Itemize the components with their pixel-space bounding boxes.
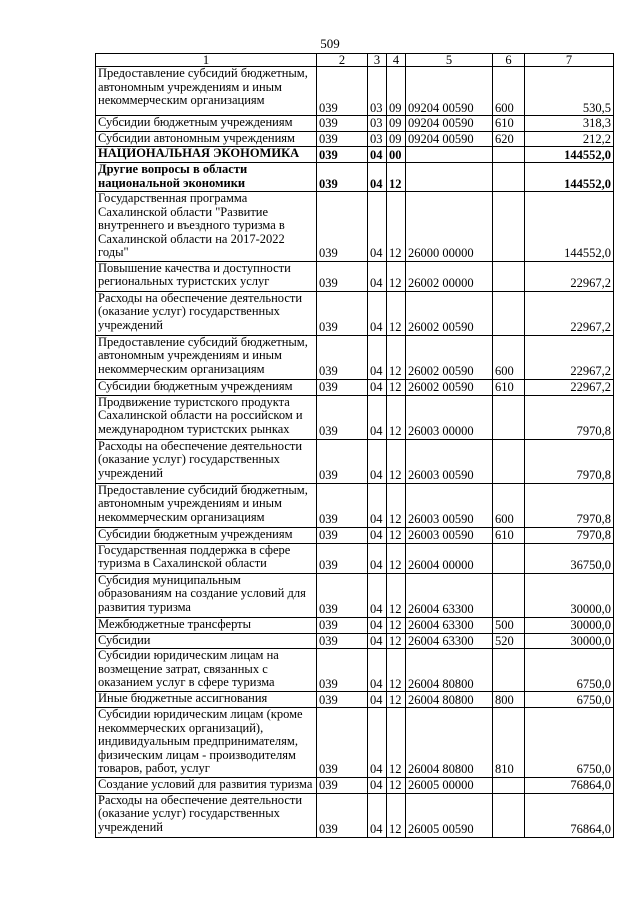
row-vr-cell — [493, 793, 525, 837]
row-rz-cell: 03 — [368, 116, 387, 132]
row-rz-cell: 04 — [368, 335, 387, 379]
row-vr-cell: 600 — [493, 67, 525, 116]
row-ved-cell: 039 — [317, 379, 368, 395]
header-cell-sum: 7 — [525, 54, 614, 67]
row-pr-cell: 12 — [387, 633, 406, 649]
row-pr-cell: 12 — [387, 395, 406, 439]
row-vr-cell — [493, 147, 525, 163]
row-vr-cell: 500 — [493, 617, 525, 633]
row-sum-cell: 7970,8 — [525, 439, 614, 483]
table-row — [96, 439, 614, 483]
row-vr-cell: 610 — [493, 379, 525, 395]
row-sum-cell: 530,5 — [525, 67, 614, 116]
row-name-cell: Субсидии юридическим лицам (кроме некоммерческих организаций), индивидуальным предпринимателям, физическим лицам - производителям товаров, работ, услуг — [96, 708, 317, 778]
row-pr-cell: 00 — [387, 147, 406, 163]
row-vr-cell: 610 — [493, 116, 525, 132]
row-name-cell: Повышение качества и доступности региональных туристских услуг — [96, 261, 317, 291]
row-name-cell: Другие вопросы в области национальной экономики — [96, 163, 317, 192]
row-rz-cell: 04 — [368, 708, 387, 778]
table-row — [96, 649, 614, 692]
table-row — [96, 617, 614, 633]
row-name-cell: Субсидии юридическим лицам на возмещение затрат, связанных с оказанием услуг в сфере туризма — [96, 649, 317, 692]
row-pr-cell: 12 — [387, 379, 406, 395]
row-name-cell: Иные бюджетные ассигнования — [96, 692, 317, 708]
row-ved-cell: 039 — [317, 777, 368, 793]
row-rz-cell: 04 — [368, 777, 387, 793]
row-csr-cell: 26004 00000 — [406, 543, 493, 573]
table-row — [96, 67, 614, 116]
row-csr-cell: 26003 00590 — [406, 483, 493, 527]
row-rz-cell: 04 — [368, 543, 387, 573]
table-row — [96, 708, 614, 778]
row-csr-cell: 26002 00590 — [406, 335, 493, 379]
row-ved-cell: 039 — [317, 793, 368, 837]
row-rz-cell: 04 — [368, 379, 387, 395]
table-row — [96, 147, 614, 163]
row-sum-cell: 6750,0 — [525, 692, 614, 708]
row-sum-cell: 30000,0 — [525, 573, 614, 617]
table-row — [96, 793, 614, 837]
row-name-cell: Государственная программа Сахалинской области "Развитие внутреннего и въездного туризма в Сахалинской области на 2017-2022 годы" — [96, 192, 317, 262]
row-rz-cell: 04 — [368, 573, 387, 617]
row-csr-cell: 26002 00000 — [406, 261, 493, 291]
row-csr-cell: 09204 00590 — [406, 67, 493, 116]
row-vr-cell — [493, 395, 525, 439]
row-ved-cell: 039 — [317, 692, 368, 708]
row-csr-cell: 26003 00590 — [406, 439, 493, 483]
row-rz-cell: 04 — [368, 617, 387, 633]
row-rz-cell: 04 — [368, 147, 387, 163]
row-csr-cell: 09204 00590 — [406, 131, 493, 147]
header-cell-vr: 6 — [493, 54, 525, 67]
table-row — [96, 483, 614, 527]
row-vr-cell: 620 — [493, 131, 525, 147]
table-row — [96, 543, 614, 573]
table-row — [96, 777, 614, 793]
table-row — [96, 395, 614, 439]
row-name-cell: Предоставление субсидий бюджетным, автономным учреждениям и иным некоммерческим организациям — [96, 483, 317, 527]
row-pr-cell: 12 — [387, 793, 406, 837]
row-rz-cell: 04 — [368, 261, 387, 291]
header-cell-csr: 5 — [406, 54, 493, 67]
row-csr-cell: 26002 00590 — [406, 291, 493, 335]
row-rz-cell: 03 — [368, 67, 387, 116]
row-rz-cell: 04 — [368, 395, 387, 439]
row-name-cell: Расходы на обеспечение деятельности (оказание услуг) государственных учреждений — [96, 439, 317, 483]
table-row — [96, 335, 614, 379]
row-vr-cell: 520 — [493, 633, 525, 649]
row-name-cell: Субсидии бюджетным учреждениям — [96, 116, 317, 132]
row-sum-cell: 7970,8 — [525, 483, 614, 527]
row-ved-cell: 039 — [317, 543, 368, 573]
row-sum-cell: 144552,0 — [525, 163, 614, 192]
row-vr-cell: 600 — [493, 483, 525, 527]
row-name-cell: Продвижение туристского продукта Сахалинской области на российском и международном туристских рынках — [96, 395, 317, 439]
row-pr-cell: 12 — [387, 483, 406, 527]
row-sum-cell: 30000,0 — [525, 617, 614, 633]
header-cell-pr: 4 — [387, 54, 406, 67]
row-vr-cell — [493, 777, 525, 793]
row-vr-cell — [493, 192, 525, 262]
table-row — [96, 692, 614, 708]
row-csr-cell: 26004 63300 — [406, 617, 493, 633]
row-name-cell: Предоставление субсидий бюджетным, автономным учреждениям и иным некоммерческим организациям — [96, 67, 317, 116]
row-vr-cell: 600 — [493, 335, 525, 379]
row-rz-cell: 04 — [368, 163, 387, 192]
row-vr-cell: 610 — [493, 527, 525, 543]
row-sum-cell: 30000,0 — [525, 633, 614, 649]
row-sum-cell: 36750,0 — [525, 543, 614, 573]
row-ved-cell: 039 — [317, 633, 368, 649]
row-sum-cell: 7970,8 — [525, 527, 614, 543]
row-csr-cell — [406, 147, 493, 163]
table-row — [96, 379, 614, 395]
row-sum-cell: 6750,0 — [525, 708, 614, 778]
row-rz-cell: 04 — [368, 793, 387, 837]
row-vr-cell — [493, 649, 525, 692]
row-sum-cell: 318,3 — [525, 116, 614, 132]
row-csr-cell: 26005 00000 — [406, 777, 493, 793]
table-row — [96, 131, 614, 147]
row-name-cell: Государственная поддержка в сфере туризма в Сахалинской области — [96, 543, 317, 573]
row-ved-cell: 039 — [317, 439, 368, 483]
row-vr-cell — [493, 163, 525, 192]
row-csr-cell: 26003 00590 — [406, 527, 493, 543]
row-sum-cell: 212,2 — [525, 131, 614, 147]
row-csr-cell: 26004 63300 — [406, 633, 493, 649]
row-pr-cell: 12 — [387, 708, 406, 778]
row-name-cell: Предоставление субсидий бюджетным, автономным учреждениям и иным некоммерческим организациям — [96, 335, 317, 379]
row-pr-cell: 12 — [387, 527, 406, 543]
row-ved-cell: 039 — [317, 708, 368, 778]
table-row — [96, 163, 614, 192]
row-csr-cell: 26003 00000 — [406, 395, 493, 439]
page-number: 509 — [320, 36, 340, 51]
row-rz-cell: 04 — [368, 649, 387, 692]
row-ved-cell: 039 — [317, 483, 368, 527]
row-pr-cell: 12 — [387, 335, 406, 379]
table-row — [96, 192, 614, 262]
row-ved-cell: 039 — [317, 192, 368, 262]
row-ved-cell: 039 — [317, 291, 368, 335]
row-pr-cell: 12 — [387, 192, 406, 262]
row-pr-cell: 12 — [387, 617, 406, 633]
row-csr-cell: 26002 00590 — [406, 379, 493, 395]
row-name-cell: Расходы на обеспечение деятельности (оказание услуг) государственных учреждений — [96, 291, 317, 335]
row-vr-cell: 810 — [493, 708, 525, 778]
row-pr-cell: 12 — [387, 543, 406, 573]
row-pr-cell: 09 — [387, 131, 406, 147]
table-row — [96, 261, 614, 291]
row-ved-cell: 039 — [317, 67, 368, 116]
row-csr-cell: 26004 80800 — [406, 708, 493, 778]
row-pr-cell: 12 — [387, 777, 406, 793]
header-cell-name: 1 — [96, 54, 317, 67]
row-pr-cell: 09 — [387, 116, 406, 132]
row-sum-cell: 76864,0 — [525, 777, 614, 793]
row-csr-cell: 26000 00000 — [406, 192, 493, 262]
row-csr-cell: 26005 00590 — [406, 793, 493, 837]
row-ved-cell: 039 — [317, 261, 368, 291]
row-ved-cell: 039 — [317, 163, 368, 192]
row-csr-cell — [406, 163, 493, 192]
row-name-cell: Расходы на обеспечение деятельности (оказание услуг) государственных учреждений — [96, 793, 317, 837]
row-name-cell: Межбюджетные трансферты — [96, 617, 317, 633]
row-sum-cell: 22967,2 — [525, 291, 614, 335]
row-sum-cell: 6750,0 — [525, 649, 614, 692]
row-ved-cell: 039 — [317, 617, 368, 633]
row-rz-cell: 04 — [368, 192, 387, 262]
row-name-cell: Субсидии — [96, 633, 317, 649]
row-pr-cell: 12 — [387, 163, 406, 192]
row-csr-cell: 26004 80800 — [406, 649, 493, 692]
row-vr-cell — [493, 573, 525, 617]
row-vr-cell — [493, 439, 525, 483]
budget-table — [95, 53, 614, 838]
row-vr-cell — [493, 291, 525, 335]
header-row — [96, 54, 614, 67]
row-pr-cell: 12 — [387, 291, 406, 335]
header-cell-ved: 2 — [317, 54, 368, 67]
row-pr-cell: 12 — [387, 261, 406, 291]
row-rz-cell: 04 — [368, 527, 387, 543]
row-name-cell: Субсидии бюджетным учреждениям — [96, 379, 317, 395]
row-name-cell: НАЦИОНАЛЬНАЯ ЭКОНОМИКА — [96, 147, 317, 163]
table-row — [96, 291, 614, 335]
row-sum-cell: 22967,2 — [525, 379, 614, 395]
row-csr-cell: 09204 00590 — [406, 116, 493, 132]
row-ved-cell: 039 — [317, 131, 368, 147]
row-csr-cell: 26004 80800 — [406, 692, 493, 708]
row-csr-cell: 26004 63300 — [406, 573, 493, 617]
row-rz-cell: 03 — [368, 131, 387, 147]
row-vr-cell — [493, 261, 525, 291]
row-sum-cell: 22967,2 — [525, 335, 614, 379]
row-ved-cell: 039 — [317, 395, 368, 439]
table-row — [96, 633, 614, 649]
row-pr-cell: 12 — [387, 692, 406, 708]
row-pr-cell: 12 — [387, 649, 406, 692]
row-ved-cell: 039 — [317, 335, 368, 379]
table-row — [96, 527, 614, 543]
row-name-cell: Субсидии бюджетным учреждениям — [96, 527, 317, 543]
table-row — [96, 573, 614, 617]
row-sum-cell: 144552,0 — [525, 147, 614, 163]
row-pr-cell: 12 — [387, 573, 406, 617]
row-rz-cell: 04 — [368, 291, 387, 335]
row-ved-cell: 039 — [317, 573, 368, 617]
row-sum-cell: 76864,0 — [525, 793, 614, 837]
row-ved-cell: 039 — [317, 116, 368, 132]
table-row — [96, 116, 614, 132]
header-cell-rz: 3 — [368, 54, 387, 67]
row-sum-cell: 144552,0 — [525, 192, 614, 262]
row-name-cell: Создание условий для развития туризма — [96, 777, 317, 793]
row-rz-cell: 04 — [368, 439, 387, 483]
row-sum-cell: 22967,2 — [525, 261, 614, 291]
row-pr-cell: 09 — [387, 67, 406, 116]
row-pr-cell: 12 — [387, 439, 406, 483]
row-sum-cell: 7970,8 — [525, 395, 614, 439]
row-ved-cell: 039 — [317, 147, 368, 163]
row-name-cell: Субсидия муниципальным образованиям на создание условий для развития туризма — [96, 573, 317, 617]
row-vr-cell: 800 — [493, 692, 525, 708]
row-ved-cell: 039 — [317, 649, 368, 692]
row-name-cell: Субсидии автономным учреждениям — [96, 131, 317, 147]
row-rz-cell: 04 — [368, 633, 387, 649]
row-ved-cell: 039 — [317, 527, 368, 543]
row-rz-cell: 04 — [368, 692, 387, 708]
row-rz-cell: 04 — [368, 483, 387, 527]
row-vr-cell — [493, 543, 525, 573]
